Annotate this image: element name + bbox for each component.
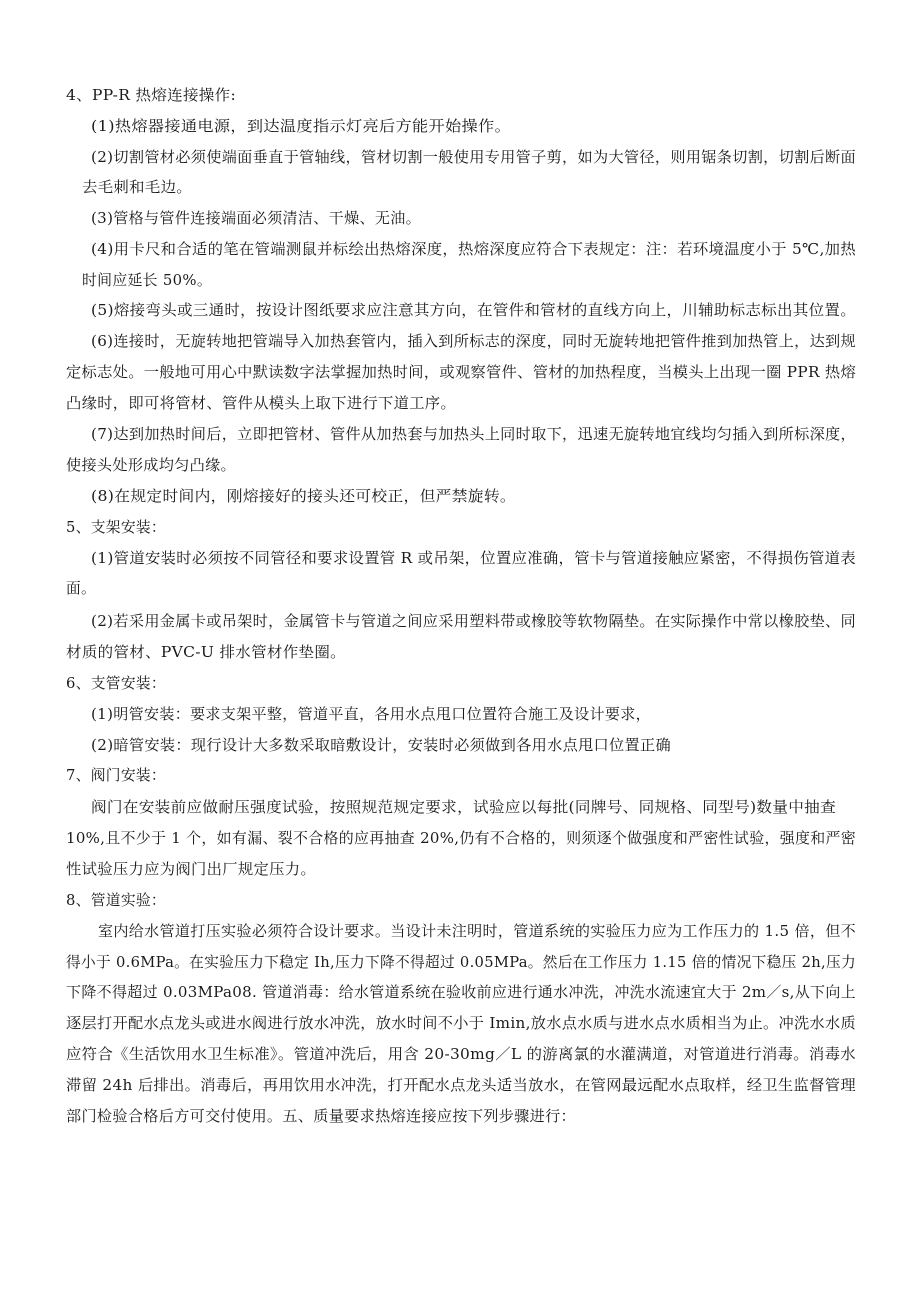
paragraph-line: (1)明管安装：要求支架平整，管道平直，各用水点甩口位置符合施工及设计要求， <box>91 705 651 723</box>
paragraph-line: 滞留 24h 后排出。消毒后，再用饮用水冲洗，打开配水点龙头适当放水，在管网最远配水点取样，经卫生监督管理 <box>66 1076 857 1094</box>
paragraph-line: (5)熔接弯头或三通时，按设计图纸要求应注意其方向，在管件和管材的直线方向上，川辅助标志标出其位置。 <box>91 301 856 319</box>
paragraph-line: (2)若采用金属卡或吊架时，金属管卡与管道之间应采用塑料带或橡胶等软物隔垫。在实际操作中常以橡胶垫、同 <box>91 612 856 630</box>
paragraph-line: 应符合《生活饮用水卫生标准》。管道冲洗后，用含 20-30mg／L 的游离氯的水灌满道，对管道进行消毒。消毒水 <box>66 1045 856 1063</box>
paragraph-line: 性试验压力应为阀门出厂规定压力。 <box>66 860 316 878</box>
paragraph-line: 下降不得超过 0.03MPa08. 管道消毒：给水管道系统在验收前应进行通水冲洗，冲洗水流速宜大于 2m／s,从下向上 <box>66 983 856 1001</box>
paragraph-line: 去毛刺和毛边。 <box>82 178 192 196</box>
paragraph-line: (3)管格与管件连接端面必须清洁、干燥、无油。 <box>91 209 421 227</box>
heading-bracket-installation: 5、支架安装： <box>66 518 166 536</box>
paragraph-line: (6)连接时，无旋转地把管端导入加热套管内，插入到所标志的深度，同时无旋转地把管件推到加热管上，达到规 <box>91 332 856 350</box>
heading-branch-pipe-installation: 6、支管安装： <box>66 674 166 692</box>
paragraph-line: 面。 <box>66 579 96 597</box>
heading-pipe-testing: 8、管道实验： <box>66 891 166 909</box>
paragraph-line: (2)暗管安装：现行设计大多数采取暗敷设计，安装时必须做到各用水点甩口位置正确 <box>91 736 671 754</box>
paragraph-line: 部门检验合格后方可交付使用。五、质量要求热熔连接应按下列步骤进行： <box>66 1107 576 1125</box>
paragraph-line: 凸缘时，即可将管材、管件从模头上取下进行下道工序。 <box>66 394 456 412</box>
heading-valve-installation: 7、阀门安装： <box>66 766 166 784</box>
paragraph-line: (1)热熔器接通电源，到达温度指示灯亮后方能开始操作。 <box>91 117 511 135</box>
paragraph-line: 时间应延长 50%。 <box>82 271 212 289</box>
paragraph-line: (8)在规定时间内，刚熔接好的接头还可校正，但严禁旋转。 <box>91 487 516 505</box>
paragraph-line: 10%,且不少于 1 个，如有漏、裂不合格的应再抽查 20%,仍有不合格的，则须逐个做强度和严密性试验，强度和严密 <box>66 829 856 847</box>
paragraph-line: 室内给水管道打压实验必须符合设计要求。当设计未注明时，管道系统的实验压力应为工作压力的 1.5 倍，但不 <box>98 922 856 940</box>
paragraph-line: (7)达到加热时间后，立即把管材、管件从加热套与加热头上同时取下，迅速无旋转地宜线均匀插入到所标深度， <box>91 425 856 443</box>
heading-ppr-hot-melt: 4、PP-R 热熔连接操作: <box>66 86 236 104</box>
paragraph-line: (2)切割管材必须使端面垂直于管轴线，管材切割一般使用专用管子剪，如为大管径，则用锯条切割，切割后断面 <box>91 148 856 166</box>
paragraph-line: 得小于 0.6MPa。在实验压力下稳定 Ih,压力下降不得超过 0.05MPa。然后在工作压力 1.15 倍的情况下稳压 2h,压力 <box>66 953 856 971</box>
paragraph-line: 阀门在安装前应做耐压强度试验，按照规范规定要求，试验应以每批(同牌号、同规格、同型号)数量中抽查 <box>91 798 836 816</box>
paragraph-line: 定标志处。一般地可用心中默读数字法掌握加热时间，或观察管件、管材的加热程度，当模头上出现一圈 PPR 热熔 <box>66 363 857 381</box>
paragraph-line: 材质的管材、PVC-U 排水管材作垫圈。 <box>66 643 346 661</box>
paragraph-line: (4)用卡尺和合适的笔在管端测鼠并标绘出热熔深度，热熔深度应符合下表规定：注：若环境温度小于 5℃,加热 <box>91 240 856 258</box>
paragraph-line: (1)管道安装时必须按不同管径和要求设置管 R 或吊架，位置应准确，管卡与管道接触应紧密，不得损伤管道表 <box>91 549 856 567</box>
paragraph-line: 逐层打开配水点龙头或进水阀进行放水冲洗，放水时间不小于 Imin,放水点水质与进水点水质相当为止。冲洗水水质 <box>66 1014 857 1032</box>
paragraph-line: 使接头处形成均匀凸缘。 <box>66 456 236 474</box>
